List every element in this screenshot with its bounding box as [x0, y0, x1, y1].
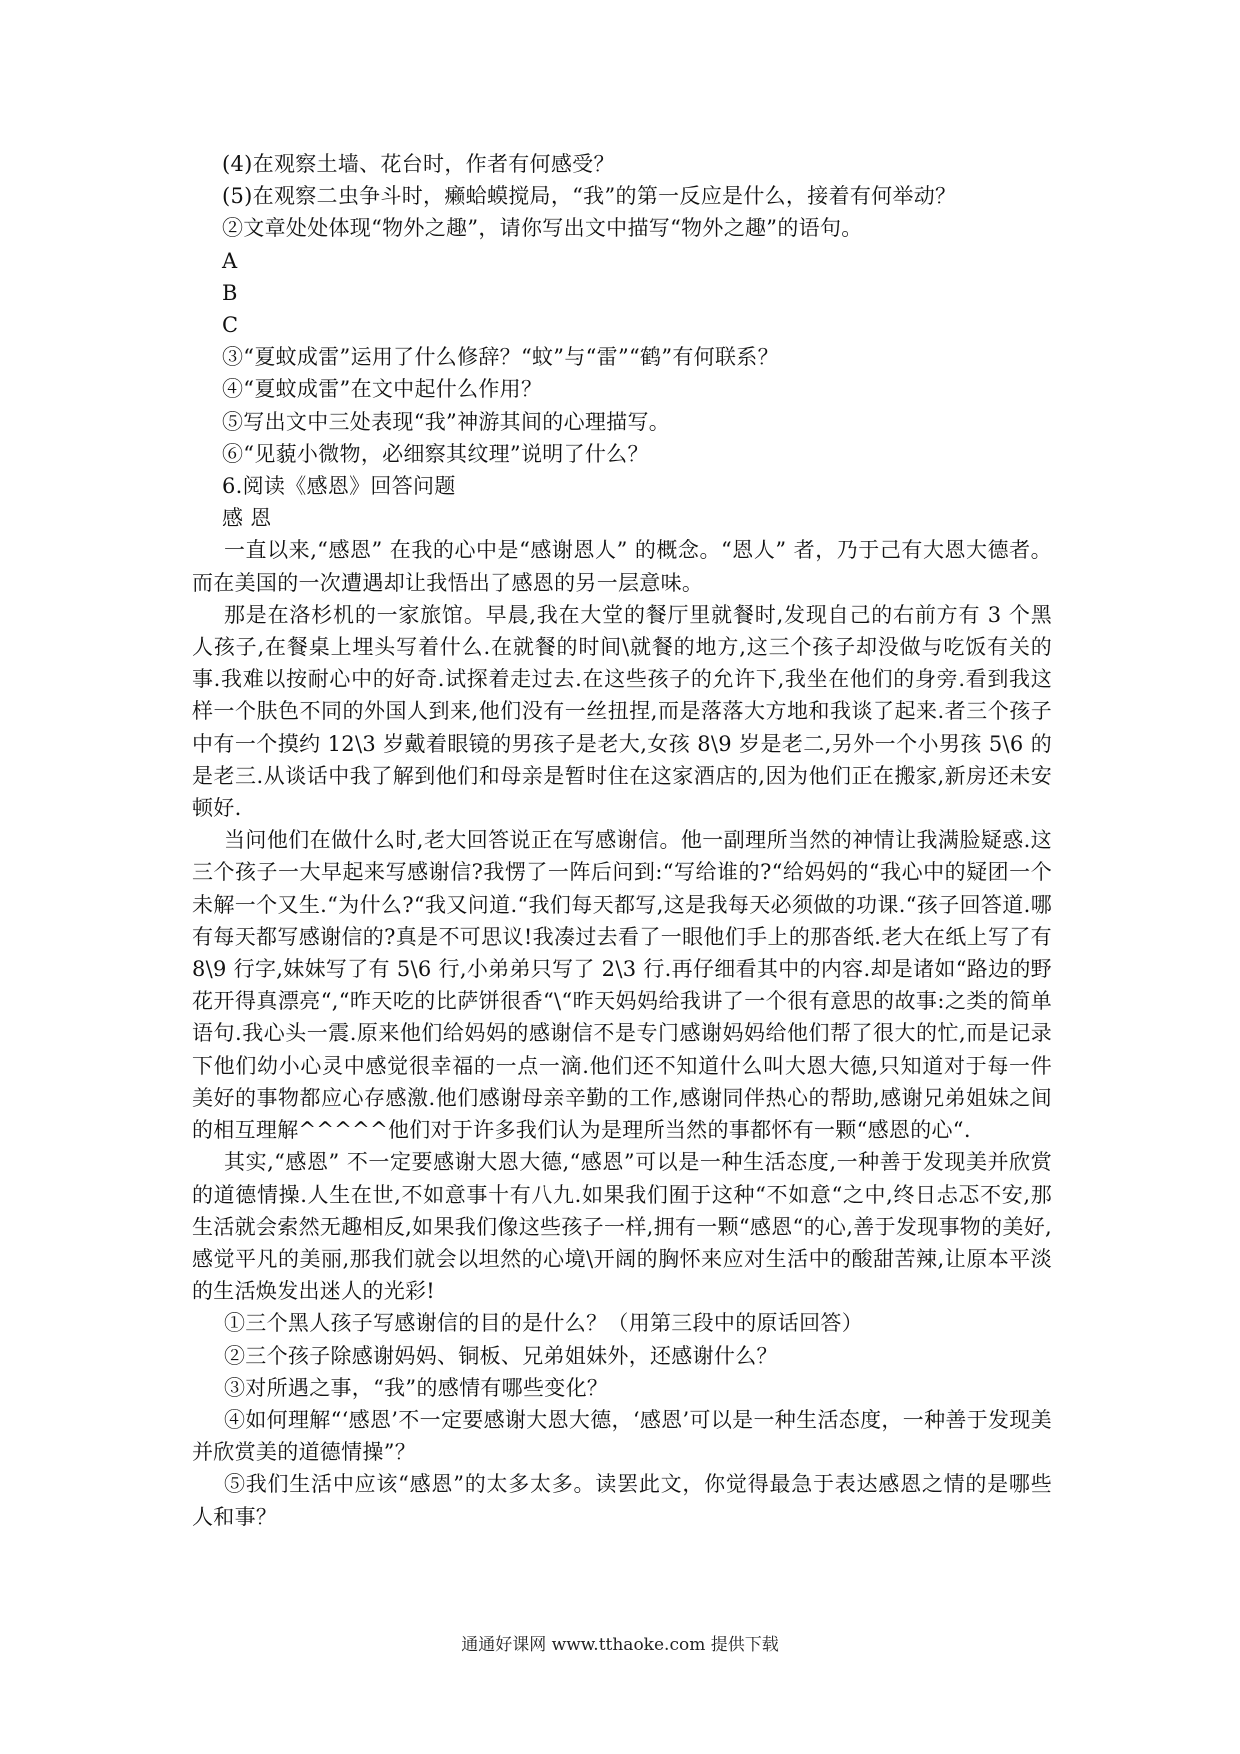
article-paragraph-2: 那是在洛杉机的一家旅馆。早晨,我在大堂的餐厅里就餐时,发现自己的右前方有 3 个黑人孩子,在餐桌上埋头写着什么.在就餐的时间\就餐的地方,这三个孩子却没做与吃饭有关的事.我难以按耐心中的好奇.试探着走过去.在这些孩子的允许下,我坐在他们的身旁.看到我这样一个肤色不同的外国人到来,他们没有一丝扭捏,而是落落大方地和我谈了起来.者三个孩子中有一个摸约 12\3 岁戴着眼镜的男孩子是老大,女孩 8\9 岁是老二,另外一个小男孩 5\6 的是老三.从谈话中我了解到他们和母亲是暂时住在这家酒店的,因为他们正在搬家,新房还未安顿好. [192, 602, 1052, 821]
question-5-circled: ⑤写出文中三处表现“我”神游其间的心理描写。 [222, 409, 671, 434]
article-paragraph-4: 其实,“感恩” 不一定要感谢大恩大德,“感恩”可以是一种生活态度,一种善于发现美并欣赏的道德情操.人生在世,不如意事十有八九.如果我们囿于这种“不如意“之中,终日忐忑不安,那生活就会索然无趣相反,如果我们像这些孩子一样,拥有一颗“感恩“的心,善于发现事物的美好,感觉平凡的美丽,那我们就会以坦然的心境\开阔的胸怀来应对生活中的酸甜苦辣,让原本平淡的生活焕发出迷人的光彩! [192, 1150, 1052, 1304]
article-paragraph-3: 当问他们在做什么时,老大回答说正在写感谢信。他一副理所当然的神情让我满脸疑惑.这三个孩子一大早起来写感谢信?我愣了一阵后问到:“写给谁的?“给妈妈的“我心中的疑团一个未解一个又生.“为什么?“我又问道.“我们每天都写,这是我每天必须做的功课.“孩子回答道.哪有每天都写感谢信的?真是不可思议!我凑过去看了一眼他们手上的那沓纸.老大在纸上写了有 8\9 行字,妹妹写了有 5\6 行,小弟弟只写了 2\3 行.再仔细看其中的内容.却是诸如“路边的野花开得真漂亮“,“昨天吃的比萨饼很香“\“昨天妈妈给我讲了一个很有意思的故事:之类的简单语句.我心头一震.原来他们给妈妈的感谢信不是专门感谢妈妈给他们帮了很大的忙,而是记录下他们幼小心灵中感觉很幸福的一点一滴.他们还不知道什么叫大恩大德,只知道对于每一件美好的事物都应心存感激.他们感谢母亲辛勤的工作,感谢同伴热心的帮助,感谢兄弟姐妹之间的相互理解^^^^^他们对于许多我们认为是理所当然的事都怀有一颗“感恩的心“. [192, 828, 1052, 1143]
answer-option-c: C [222, 313, 239, 338]
question-3: ③“夏蚊成雷”运用了什么修辞？“蚊”与“雷”“鹤”有何联系？ [222, 345, 779, 370]
question-6-circled: ⑥“见藐小微物，必细察其纹理”说明了什么？ [222, 441, 649, 466]
section-heading: 6.阅读《感恩》回答问题 [222, 474, 456, 499]
page-footer: 通通好课网 www.tthaoke.com 提供下载 [461, 1635, 779, 1655]
reading-question-2: ②三个孩子除感谢妈妈、铜板、兄弟姐妹外，还感谢什么？ [224, 1343, 778, 1368]
reading-question-1: ①三个黑人孩子写感谢信的目的是什么？（用第三段中的原话回答） [224, 1311, 863, 1336]
article-paragraph-1: 一直以来,“感恩” 在我的心中是“感谢恩人” 的概念。“恩人” 者，乃于己有大恩大德者。而在美国的一次遭遇却让我悟出了感恩的另一层意味。 [192, 538, 1052, 595]
question-2: ②文章处处体现“物外之趣”，请你写出文中描写“物外之趣”的语句。 [222, 216, 863, 241]
article-title: 感 恩 [222, 506, 272, 531]
answer-option-a: A [222, 248, 238, 273]
reading-question-3: ③对所遇之事，“我”的感情有哪些变化？ [224, 1375, 609, 1400]
answer-option-b: B [222, 280, 238, 305]
question-4-circled: ④“夏蚊成雷”在文中起什么作用？ [222, 377, 543, 402]
page-content [192, 148, 1052, 1533]
reading-question-4: ④如何理解“‘感恩’不一定要感谢大恩大德，‘感恩’可以是一种生活态度，一种善于发现美并欣赏美的道德情操”？ [192, 1407, 1052, 1465]
question-5: (5)在观察二虫争斗时，癞蛤蟆搅局，“我”的第一反应是什么，接着有何举动？ [222, 184, 957, 209]
reading-question-5: ⑤我们生活中应该“感恩”的太多太多。读罢此文，你觉得最急于表达感恩之情的是哪些人和事？ [192, 1472, 1052, 1529]
question-4: (4)在观察土墙、花台时，作者有何感受？ [222, 152, 615, 176]
